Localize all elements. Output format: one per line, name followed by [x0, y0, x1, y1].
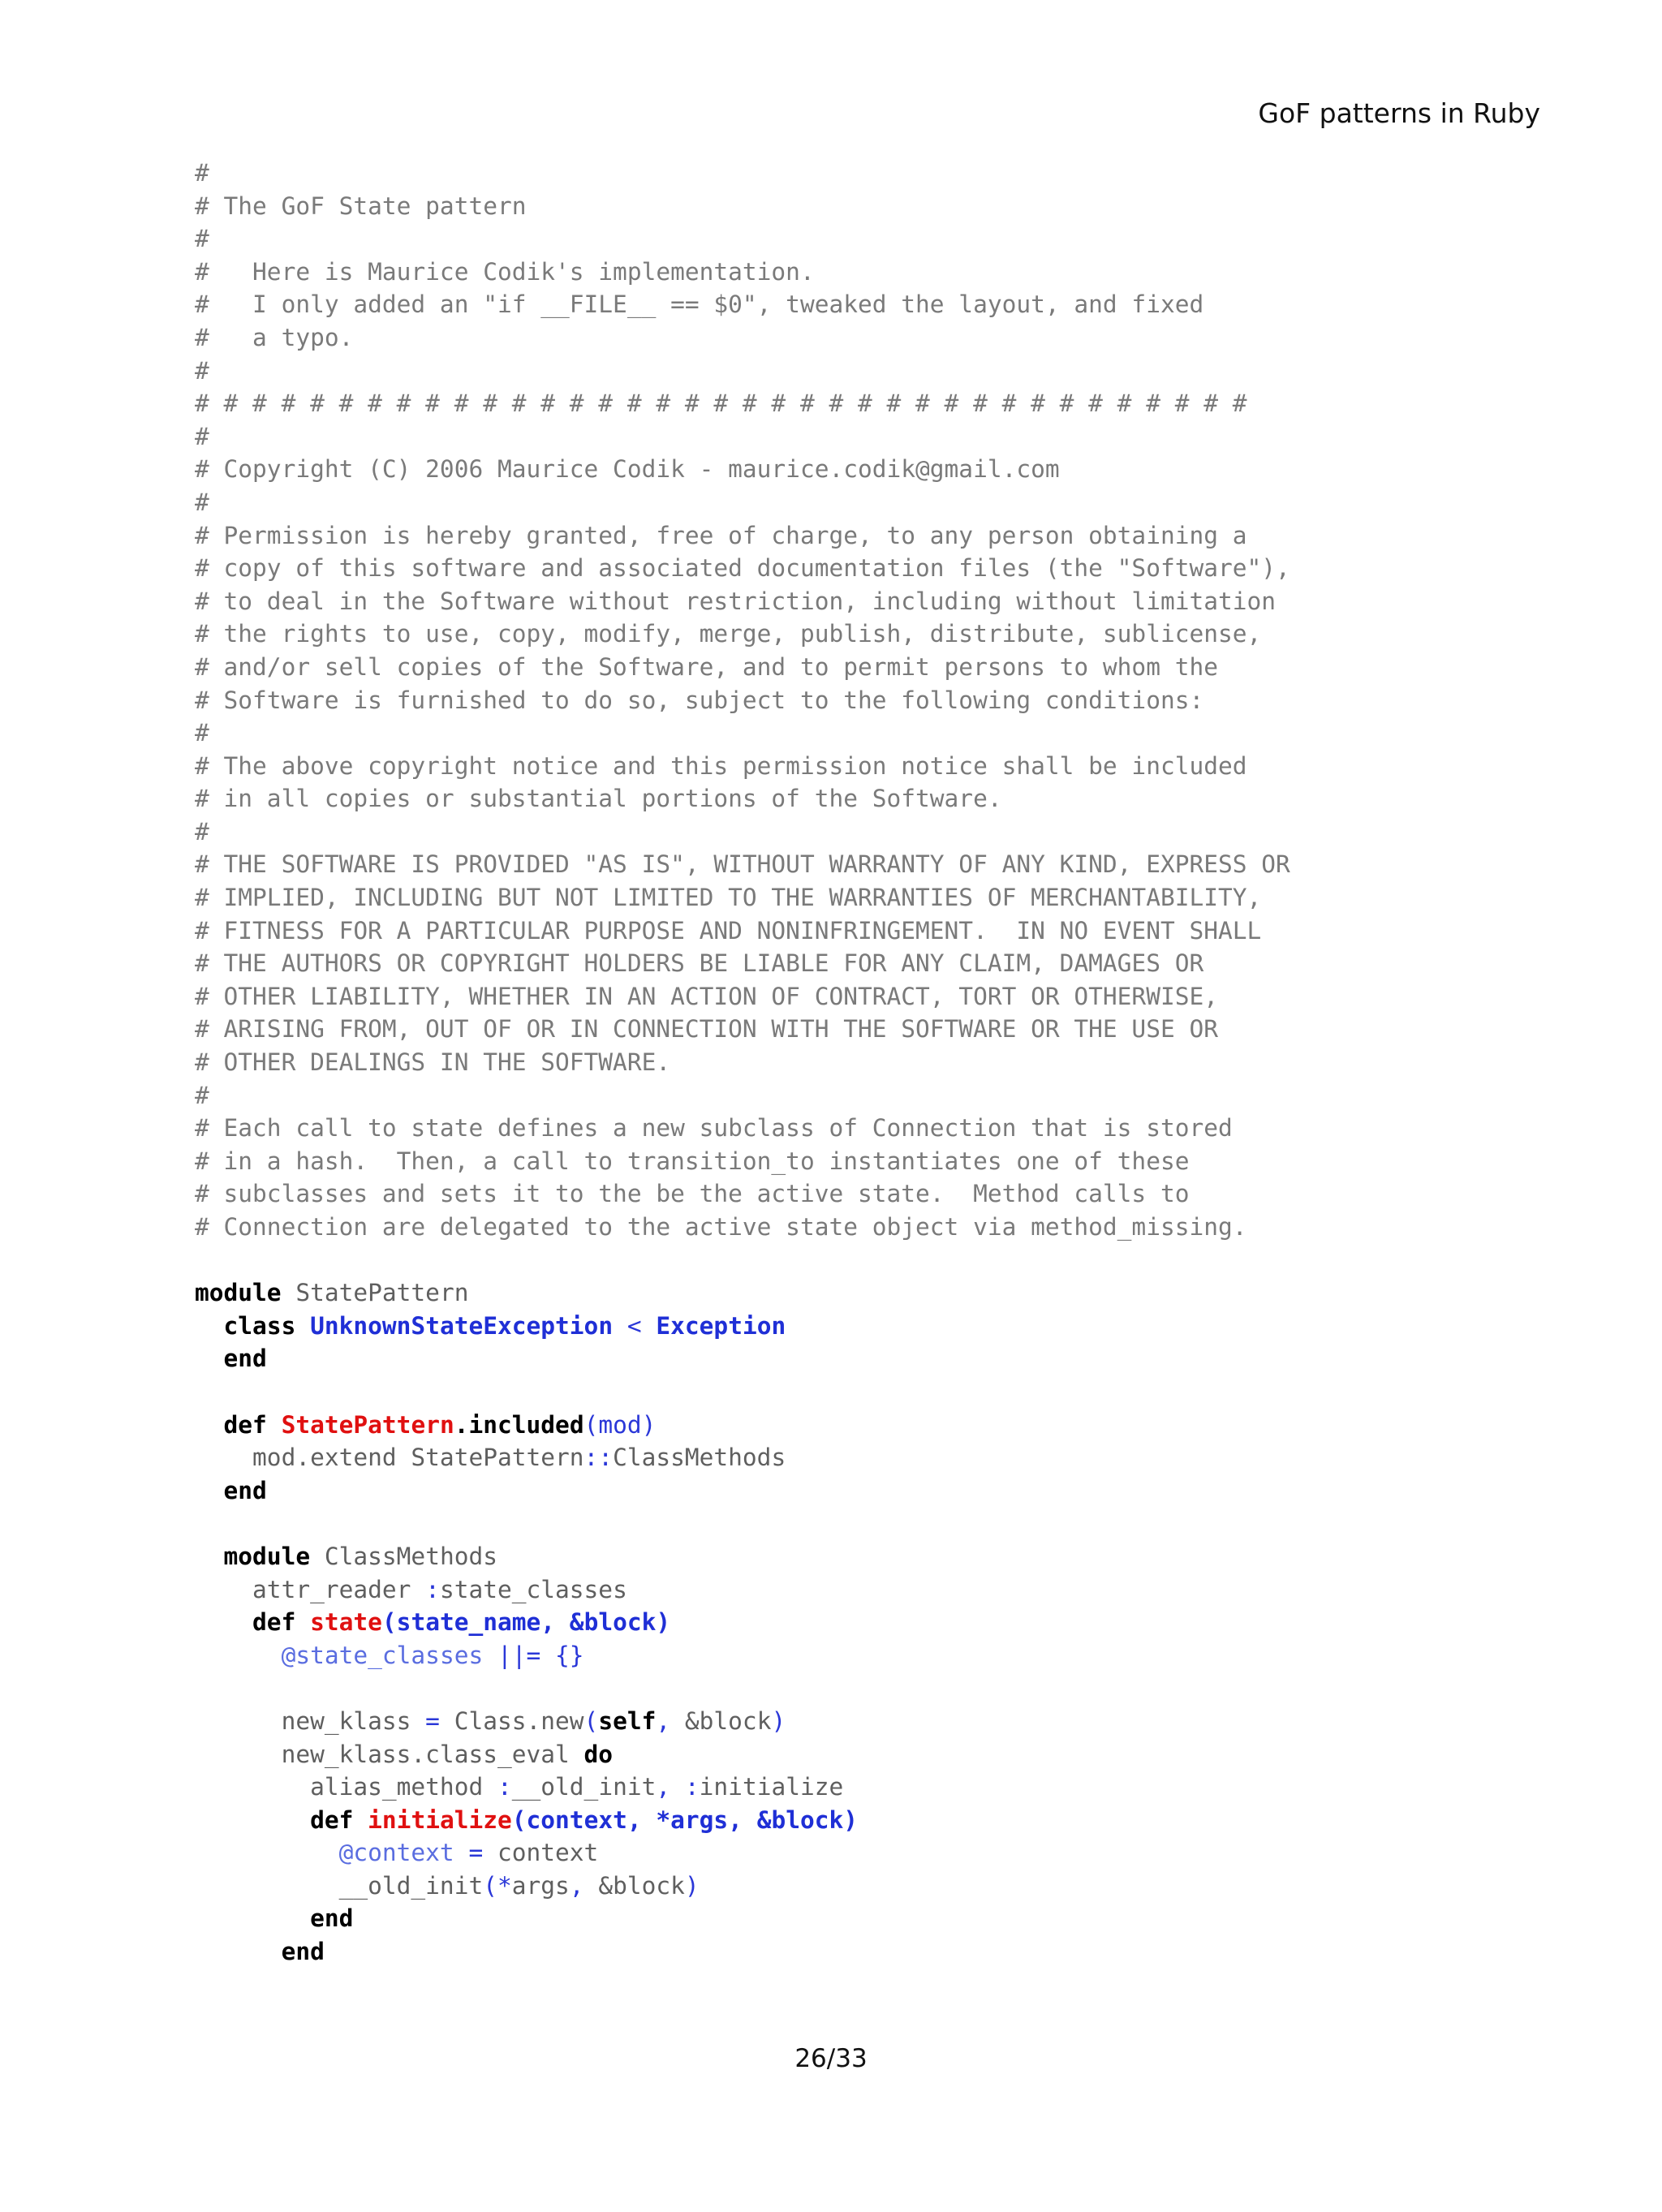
- code-token: .included: [454, 1410, 584, 1439]
- code-token: __old_init: [511, 1773, 657, 1801]
- code-line: [195, 1804, 1290, 1837]
- code-line: [195, 1342, 1290, 1375]
- code-token: ): [684, 1871, 700, 1900]
- code-token: StatePattern: [281, 1279, 469, 1307]
- page-number: 26/33: [794, 2044, 868, 2073]
- code-token: __old_init: [195, 1871, 484, 1900]
- comment-line: # OTHER LIABILITY, WHETHER IN AN ACTION OF CONTRACT, TORT OR OTHERWISE,: [195, 982, 1218, 1010]
- code-line: [195, 1672, 1290, 1705]
- code-token: [195, 1411, 224, 1439]
- code-token: (: [583, 1706, 599, 1735]
- comment-line: # Here is Maurice Codik's implementation.: [195, 257, 815, 286]
- comment-line: # I only added an "if __FILE__ == $0", tweaked the layout, and fixed: [195, 290, 1204, 319]
- code-line: [195, 1606, 1290, 1639]
- code-token: do: [583, 1740, 614, 1768]
- code-token: def: [310, 1805, 354, 1834]
- code-line: [195, 1474, 1290, 1508]
- comment-line: #: [195, 159, 209, 187]
- code-token: [295, 1608, 310, 1636]
- code-token: module: [195, 1279, 282, 1307]
- code-line: [195, 1738, 1290, 1771]
- code-token: context: [483, 1839, 599, 1867]
- code-token: (context, *args, &block): [511, 1805, 859, 1834]
- code-token: @context: [338, 1839, 454, 1867]
- code-token: def: [223, 1410, 267, 1439]
- comment-line: # ARISING FROM, OUT OF OR IN CONNECTION WITH THE SOFTWARE OR THE USE OR: [195, 1015, 1218, 1044]
- code-listing: [195, 157, 1290, 1969]
- code-line: [195, 1441, 1290, 1474]
- code-token: [195, 1608, 252, 1636]
- code-token: ,: [656, 1706, 671, 1735]
- code-token: def: [252, 1608, 296, 1637]
- code-line: [195, 1935, 1290, 1969]
- comment-line: # Software is furnished to do so, subject to the following conditions:: [195, 686, 1204, 714]
- code-line: [195, 1276, 1290, 1310]
- page-header-title: GoF patterns in Ruby: [1258, 97, 1540, 129]
- comment-line: #: [195, 422, 209, 450]
- comment-line: # to deal in the Software without restriction, including without limitation: [195, 587, 1277, 615]
- code-token: initialize: [699, 1773, 844, 1801]
- code-token: alias_method: [195, 1773, 497, 1801]
- comment-line: # THE SOFTWARE IS PROVIDED "AS IS", WITHOUT WARRANTY OF ANY KIND, EXPRESS OR: [195, 850, 1290, 879]
- code-token: end: [310, 1904, 354, 1933]
- code-token: ||= {}: [483, 1641, 584, 1669]
- code-token: <: [613, 1311, 657, 1340]
- code-token: =: [425, 1706, 440, 1735]
- comment-line: # in a hash. Then, a call to transition_to instantiates one of these: [195, 1147, 1190, 1175]
- comment-line: # and/or sell copies of the Software, and to permit persons to whom the: [195, 652, 1218, 681]
- comment-line: #: [195, 817, 209, 846]
- code-token: [195, 1477, 224, 1504]
- code-token: end: [223, 1345, 267, 1373]
- code-token: =: [454, 1839, 484, 1867]
- code-line: [195, 1705, 1290, 1738]
- comment-line: # THE AUTHORS OR COPYRIGHT HOLDERS BE LIABLE FOR ANY CLAIM, DAMAGES OR: [195, 949, 1204, 978]
- code-token: :: [497, 1773, 512, 1801]
- code-line: [195, 1573, 1290, 1607]
- code-token: module: [223, 1542, 311, 1570]
- code-token: new_klass.class_eval: [195, 1740, 584, 1768]
- code-line: [195, 1836, 1290, 1870]
- comment-line: # The GoF State pattern: [195, 192, 527, 220]
- code-token: state: [310, 1608, 382, 1637]
- comment-line: # the rights to use, copy, modify, merge, publish, distribute, sublicense,: [195, 620, 1262, 648]
- code-token: end: [281, 1938, 325, 1966]
- code-token: self: [598, 1706, 657, 1735]
- code-token: ): [771, 1706, 786, 1735]
- comment-line: # The above copyright notice and this permission notice shall be included: [195, 751, 1247, 780]
- comment-line: # a typo.: [195, 323, 354, 351]
- comment-line: #: [195, 356, 209, 385]
- comment-line: # IMPLIED, INCLUDING BUT NOT LIMITED TO THE WARRANTIES OF MERCHANTABILITY,: [195, 884, 1262, 912]
- code-token: [267, 1411, 282, 1439]
- comment-line: # # # # # # # # # # # # # # # # # # # # # # # # # # # # # # # # # # # # #: [195, 389, 1247, 418]
- code-token: ClassMethods: [613, 1444, 786, 1472]
- comment-line: #: [195, 719, 209, 747]
- comment-line: #: [195, 488, 209, 516]
- code-token: Exception: [656, 1311, 786, 1340]
- code-token: &block: [670, 1706, 772, 1735]
- code-token: [195, 1312, 224, 1340]
- code-token: :: [425, 1575, 440, 1603]
- comment-line: # Permission is hereby granted, free of charge, to any person obtaining a: [195, 521, 1247, 549]
- code-token: StatePattern: [281, 1410, 454, 1439]
- code-token: [195, 1543, 224, 1570]
- code-line: [195, 1771, 1290, 1804]
- code-token: @state_classes: [281, 1641, 484, 1669]
- code-line: [195, 1902, 1290, 1935]
- code-token: Class.new: [439, 1706, 584, 1735]
- code-token: end: [223, 1476, 267, 1504]
- code-line: [195, 1507, 1290, 1540]
- comment-line: # Copyright (C) 2006 Maurice Codik - maurice.codik@gmail.com: [195, 455, 1060, 484]
- code-token: [195, 1904, 310, 1932]
- code-line: [195, 1870, 1290, 1903]
- code-token: initialize: [368, 1805, 512, 1834]
- comment-line: # OTHER DEALINGS IN THE SOFTWARE.: [195, 1048, 671, 1077]
- comment-line: #: [195, 225, 209, 253]
- code-line: [195, 1540, 1290, 1573]
- code-token: args: [511, 1871, 570, 1900]
- code-token: (mod): [583, 1410, 657, 1439]
- code-token: ,: [569, 1871, 584, 1900]
- comment-line: # in all copies or substantial portions of the Software.: [195, 785, 1002, 813]
- code-token: mod.extend StatePattern: [195, 1444, 584, 1472]
- code-token: &block: [583, 1871, 685, 1900]
- code-line: [195, 1244, 1290, 1277]
- code-token: (*: [483, 1871, 512, 1900]
- code-token: [353, 1806, 368, 1834]
- comment-line: # subclasses and sets it to the be the active state. Method calls to: [195, 1180, 1190, 1208]
- code-token: class: [223, 1311, 296, 1340]
- code-token: ::: [583, 1444, 614, 1472]
- code-token: attr_reader: [195, 1575, 426, 1603]
- code-line: [195, 1409, 1290, 1442]
- comment-line: # Each call to state defines a new subclass of Connection that is stored: [195, 1114, 1233, 1143]
- code-token: state_classes: [439, 1575, 627, 1603]
- comment-line: # Connection are delegated to the active state object via method_missing.: [195, 1213, 1247, 1241]
- code-line: [195, 1310, 1290, 1343]
- code-token: (state_name, &block): [381, 1608, 671, 1637]
- code-token: [295, 1312, 310, 1340]
- comment-line: # copy of this software and associated documentation files (the "Software"),: [195, 554, 1290, 583]
- code-token: new_klass: [195, 1706, 426, 1735]
- code-token: [195, 1839, 339, 1866]
- code-line: [195, 1375, 1290, 1409]
- code-token: [195, 1642, 282, 1669]
- code-token: UnknownStateException: [310, 1311, 614, 1340]
- code-token: [195, 1345, 224, 1372]
- code-line: [195, 1639, 1290, 1672]
- code-token: ClassMethods: [310, 1542, 497, 1570]
- comment-line: #: [195, 1081, 209, 1109]
- code-token: [195, 1806, 310, 1834]
- comment-line: # FITNESS FOR A PARTICULAR PURPOSE AND NONINFRINGEMENT. IN NO EVENT SHALL: [195, 916, 1262, 945]
- code-token: , :: [656, 1773, 700, 1801]
- code-token: [195, 1938, 282, 1965]
